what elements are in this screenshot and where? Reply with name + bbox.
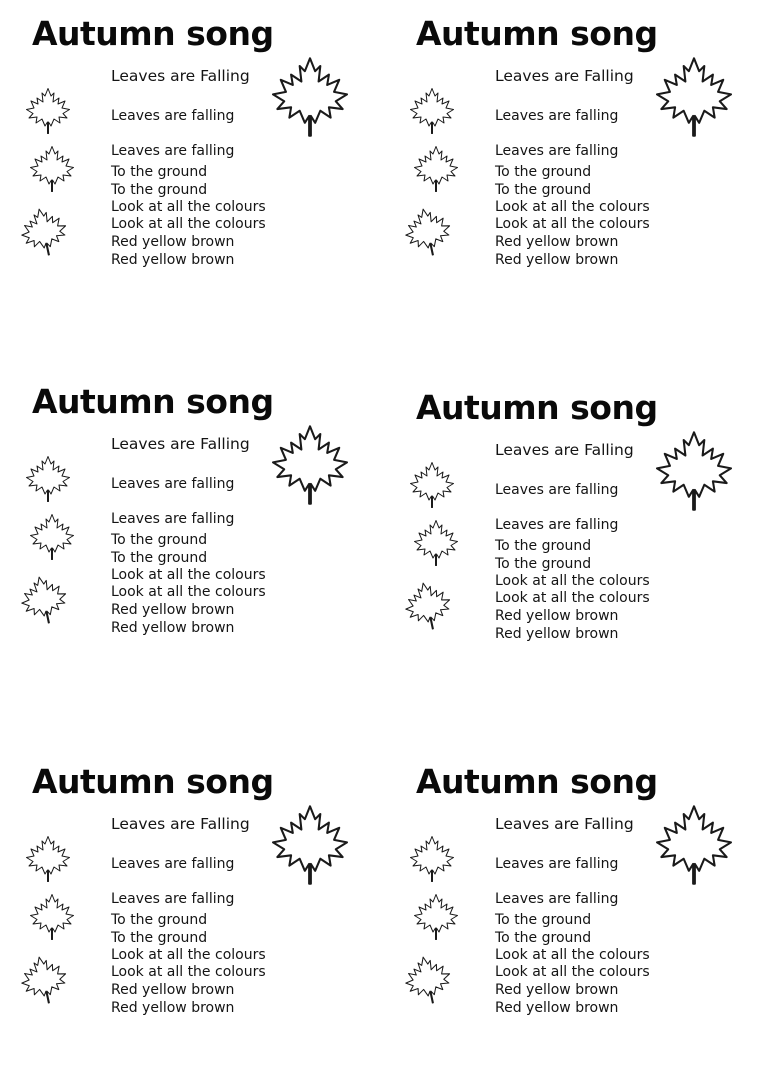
lyric-line: Leaves are falling: [495, 108, 619, 124]
lyric-line: Leaves are falling: [111, 108, 235, 124]
song-title: Autumn song: [32, 762, 274, 801]
lyric-line: To the ground: [495, 912, 592, 928]
lyric-line: Look at all the colours: [111, 964, 266, 980]
maple-leaf-icon: [642, 54, 746, 140]
lyric-line: To the ground: [111, 182, 208, 198]
lyric-line: Red yellow brown: [495, 234, 619, 250]
lyric-line: Red yellow brown: [495, 982, 619, 998]
maple-leaf-icon: [406, 144, 466, 194]
maple-leaf-icon: [14, 954, 74, 1006]
lyric-line: Leaves are Falling: [111, 435, 250, 453]
lyric-line: To the ground: [495, 538, 592, 554]
lyric-line: Leaves are Falling: [495, 441, 634, 459]
lyric-line: To the ground: [111, 912, 208, 928]
lyric-line: Look at all the colours: [495, 216, 650, 232]
maple-leaf-icon: [406, 892, 466, 942]
lyric-line: Look at all the colours: [111, 567, 266, 583]
lyric-line: Look at all the colours: [111, 199, 266, 215]
lyric-line: Leaves are Falling: [495, 815, 634, 833]
maple-leaf-icon: [18, 834, 78, 884]
maple-leaf-icon: [22, 892, 82, 942]
lyric-line: Look at all the colours: [495, 947, 650, 963]
lyric-line: To the ground: [111, 550, 208, 566]
lyric-line: Leaves are falling: [495, 856, 619, 872]
maple-leaf-icon: [402, 86, 462, 136]
lyric-line: Look at all the colours: [111, 947, 266, 963]
lyric-line: Look at all the colours: [111, 584, 266, 600]
lyric-line: To the ground: [111, 930, 208, 946]
maple-leaf-icon: [642, 802, 746, 888]
song-title: Autumn song: [416, 388, 658, 427]
lyric-line: Leaves are falling: [111, 511, 235, 527]
lyric-line: Look at all the colours: [495, 199, 650, 215]
lyric-line: Look at all the colours: [111, 216, 266, 232]
lyric-line: Red yellow brown: [495, 1000, 619, 1016]
lyric-line: Leaves are falling: [495, 143, 619, 159]
lyric-line: Red yellow brown: [495, 252, 619, 268]
lyric-line: To the ground: [111, 164, 208, 180]
maple-leaf-icon: [258, 802, 362, 888]
maple-leaf-icon: [258, 422, 362, 508]
lyric-line: Look at all the colours: [495, 573, 650, 589]
song-card-1: [0, 6, 384, 336]
maple-leaf-icon: [14, 206, 74, 258]
lyric-line: Red yellow brown: [111, 252, 235, 268]
lyric-line: To the ground: [495, 930, 592, 946]
lyric-line: Red yellow brown: [111, 620, 235, 636]
song-card-3: [0, 374, 384, 704]
maple-leaf-icon: [398, 580, 458, 632]
lyric-line: To the ground: [495, 182, 592, 198]
maple-leaf-icon: [642, 428, 746, 514]
song-title: Autumn song: [416, 14, 658, 53]
song-card-2: [384, 6, 768, 336]
maple-leaf-icon: [18, 454, 78, 504]
maple-leaf-icon: [258, 54, 362, 140]
maple-leaf-icon: [398, 954, 458, 1006]
maple-leaf-icon: [14, 574, 74, 626]
lyric-line: Leaves are Falling: [111, 67, 250, 85]
lyric-line: To the ground: [111, 532, 208, 548]
lyric-line: Red yellow brown: [111, 1000, 235, 1016]
maple-leaf-icon: [18, 86, 78, 136]
song-title: Autumn song: [32, 382, 274, 421]
lyric-line: Look at all the colours: [495, 590, 650, 606]
lyric-line: Red yellow brown: [111, 234, 235, 250]
song-card-4: [384, 380, 768, 710]
lyric-line: Leaves are falling: [495, 891, 619, 907]
maple-leaf-icon: [402, 460, 462, 510]
maple-leaf-icon: [22, 144, 82, 194]
lyric-line: Look at all the colours: [495, 964, 650, 980]
lyric-line: Leaves are Falling: [495, 67, 634, 85]
lyric-line: Leaves are falling: [111, 476, 235, 492]
lyric-line: Leaves are Falling: [111, 815, 250, 833]
lyric-line: To the ground: [495, 556, 592, 572]
maple-leaf-icon: [402, 834, 462, 884]
lyric-line: Red yellow brown: [495, 626, 619, 642]
lyric-line: To the ground: [495, 164, 592, 180]
song-card-5: [0, 754, 384, 1084]
lyric-line: Leaves are falling: [495, 482, 619, 498]
song-card-6: [384, 754, 768, 1084]
lyric-line: Red yellow brown: [111, 602, 235, 618]
maple-leaf-icon: [22, 512, 82, 562]
maple-leaf-icon: [406, 518, 466, 568]
lyric-line: Leaves are falling: [495, 517, 619, 533]
lyric-line: Red yellow brown: [495, 608, 619, 624]
song-title: Autumn song: [416, 762, 658, 801]
maple-leaf-icon: [398, 206, 458, 258]
lyric-line: Leaves are falling: [111, 143, 235, 159]
song-title: Autumn song: [32, 14, 274, 53]
lyric-line: Leaves are falling: [111, 891, 235, 907]
lyric-line: Red yellow brown: [111, 982, 235, 998]
lyric-line: Leaves are falling: [111, 856, 235, 872]
